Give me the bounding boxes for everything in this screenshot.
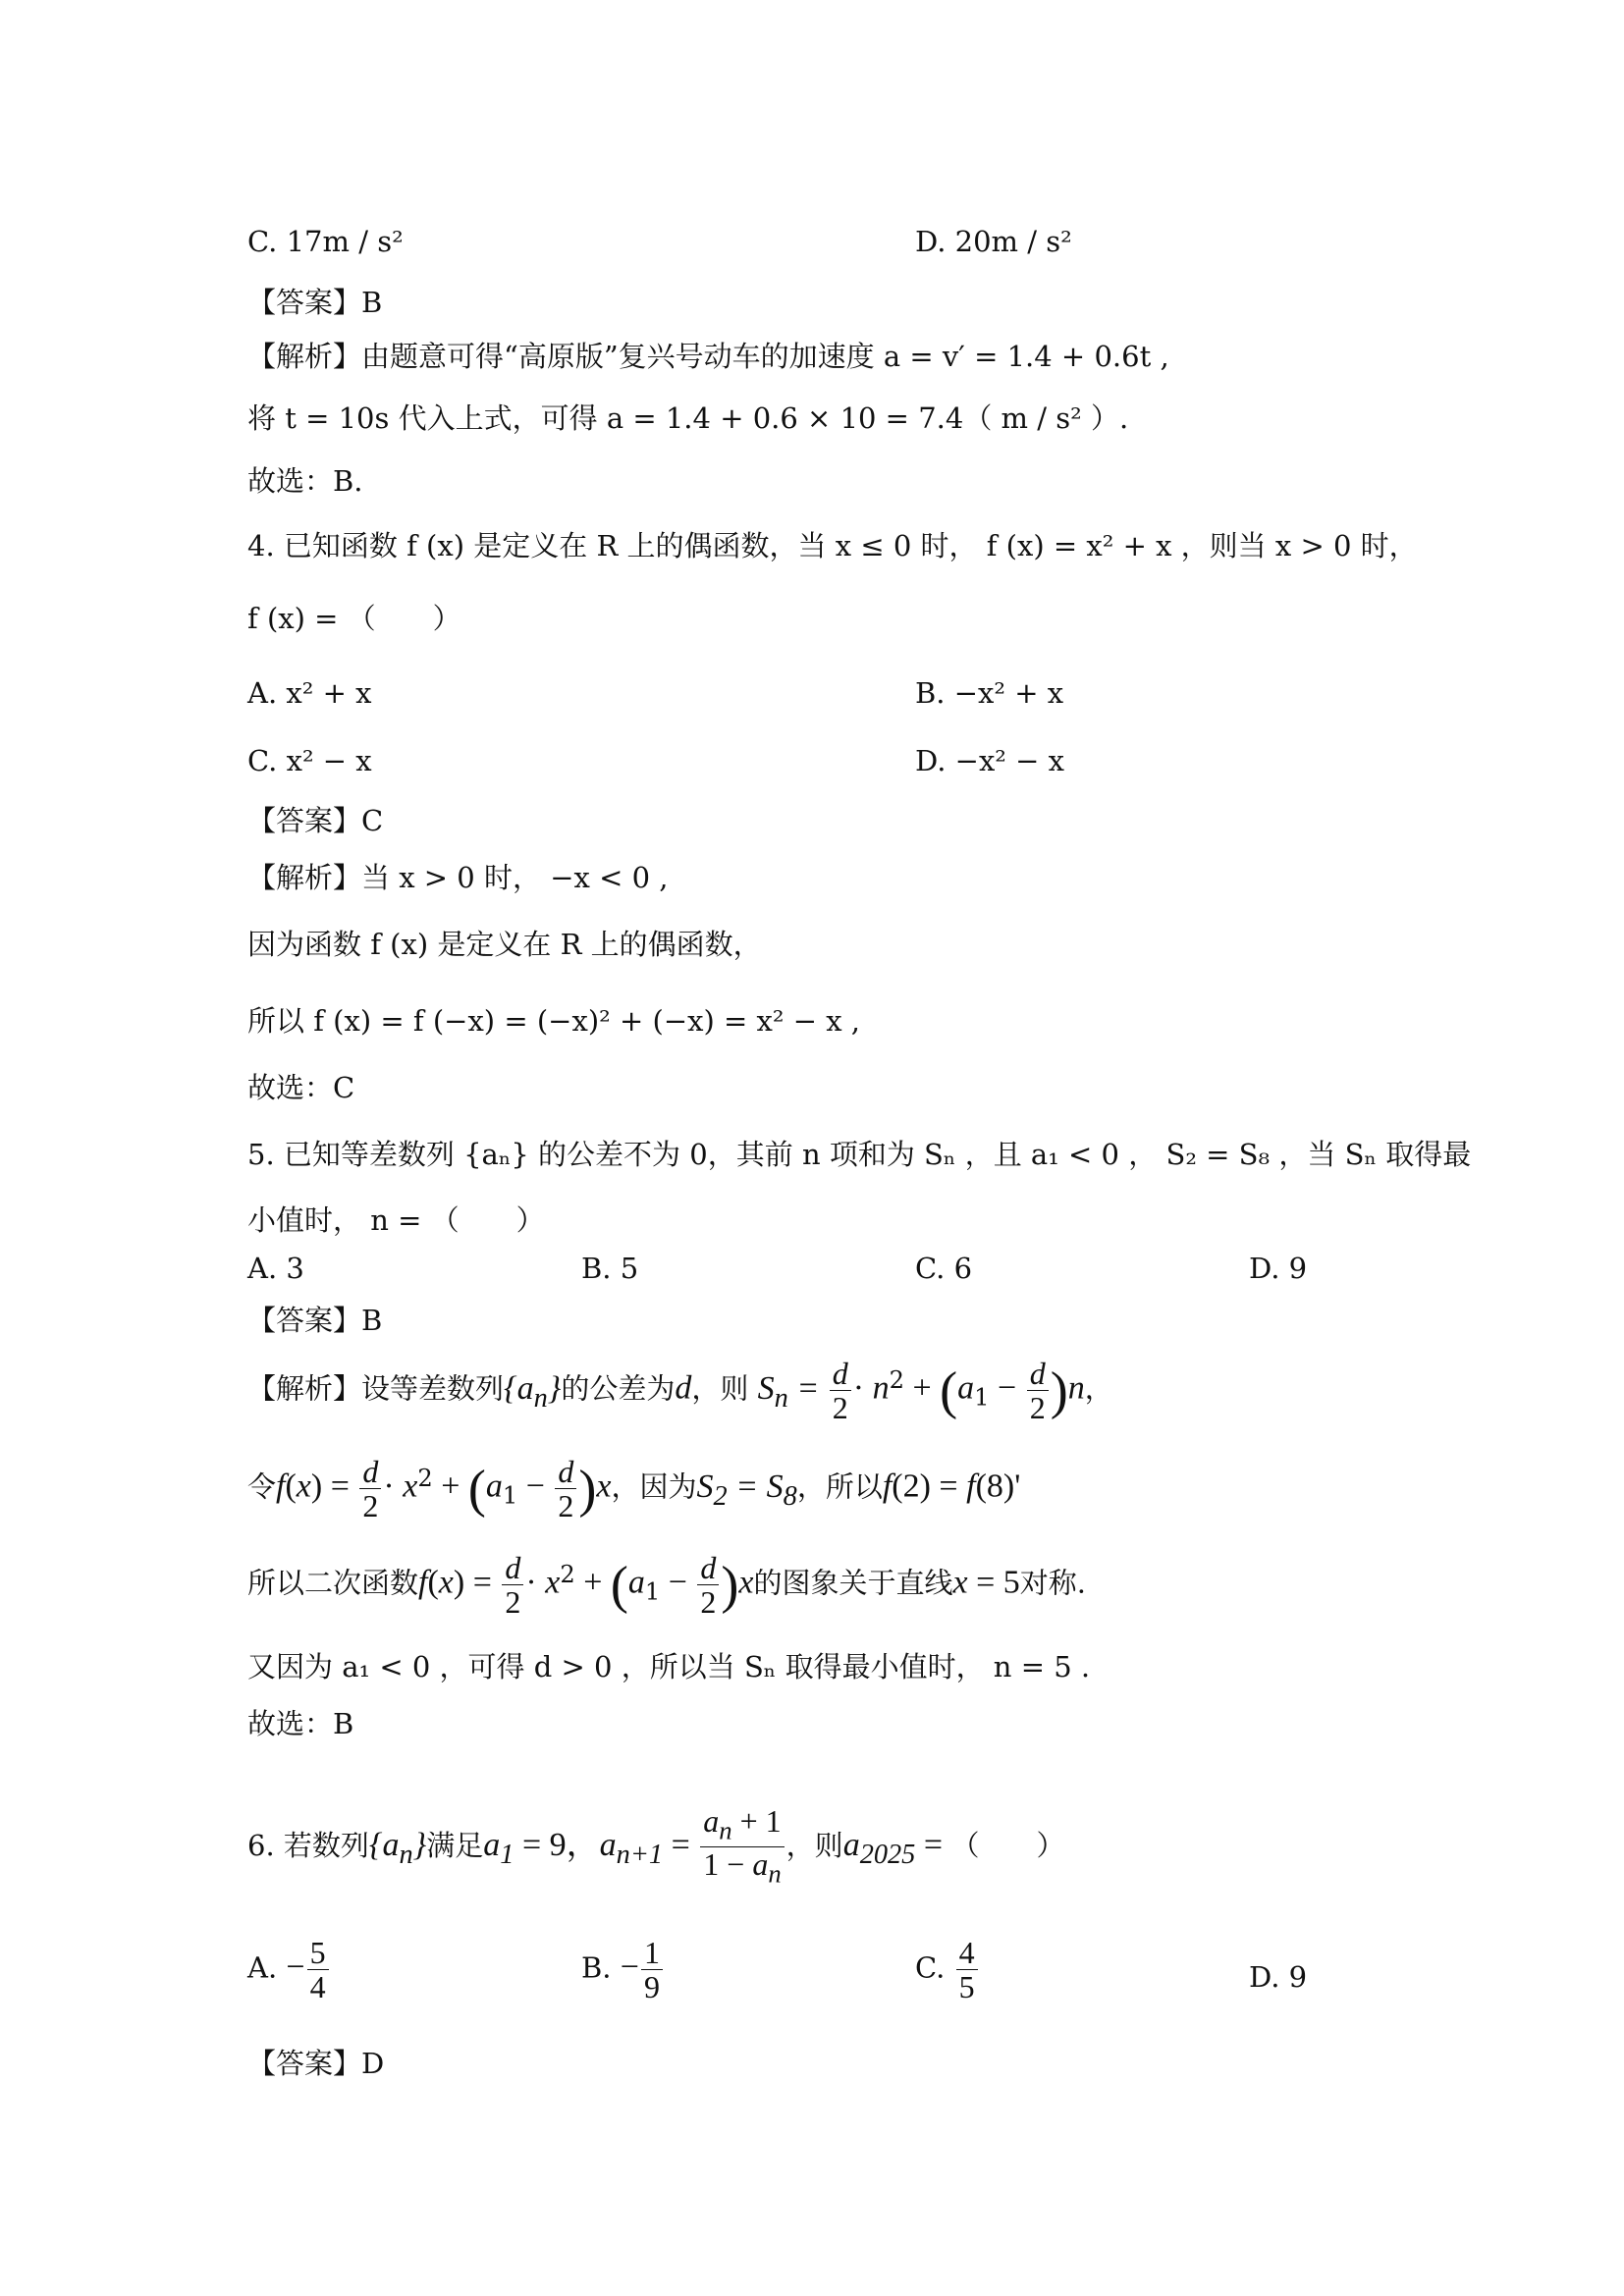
q5-analysis-2-mid2: ，所以 <box>796 1469 883 1504</box>
q6-stem: 6. 若数列$\{a_n\}$满足$a_1 = 9$，$a_{n+1}$ = $\frac{a_n + 1}{1 - a_n}$ ，则$a_{2025}$ = （ ） <box>247 1803 1065 1889</box>
q5-analysis-1-suffix: ，则 <box>691 1371 749 1406</box>
q6-stem-mid2: ，则 <box>785 1828 843 1862</box>
q5-analysis-line-2: 令f(x) = $\frac{d}{2}$ · $x^2 + (a_1$ − $\frac{d}{2}$ )x，因为$S_2 = S_8$，所以f(2) = f(8)' <box>247 1454 1021 1523</box>
seq-a-n-formula: $\{a_n\}$ <box>504 1369 562 1414</box>
q5-stem-line-1: 5. 已知等差数列 {aₙ} 的公差不为 0，其前 n 项和为 Sₙ ，且 a₁ < 0 ， S₂ = S₈ ，当 Sₙ 取得最 <box>247 1138 1472 1171</box>
q4-analysis-line-2: 因为函数 f (x) 是定义在 R 上的偶函数， <box>247 928 762 961</box>
fraction-d-over-2: $\frac{d}{2}$ <box>555 1455 576 1522</box>
q6-option-a-label: A. <box>247 1950 278 1985</box>
q4-option-d: D. −x² − x <box>915 744 1065 777</box>
q5-analysis-line-3: 所以二次函数f(x) = $\frac{d}{2}$ · $x^2 + (a_1$ − $\frac{d}{2}$ )x的图象关于直线x = 5对称. <box>247 1550 1087 1620</box>
q6-stem-prefix: 6. 若数列 <box>247 1828 369 1862</box>
q5-analysis-3-prefix: 所以二次函数 <box>247 1566 419 1600</box>
q5-stem-line-2: 小值时， n = （ ） <box>247 1203 545 1237</box>
f-x-definition: f <box>276 1468 286 1505</box>
f2-equals-f8: f <box>882 1468 893 1505</box>
q4-option-b: B. −x² + x <box>915 676 1064 710</box>
q5-conclusion: 故选：B <box>247 1707 354 1740</box>
q6-answer: 【答案】D <box>247 2047 385 2080</box>
fraction-d-over-2: $\frac{d}{2}$ <box>697 1551 719 1619</box>
q4-option-c: C. x² − x <box>247 744 372 777</box>
q5-analysis-2-mid: ，因为 <box>611 1469 697 1504</box>
q6-option-c-label: C. <box>915 1950 946 1985</box>
q5-analysis-3-suffix: 对称. <box>1019 1566 1087 1600</box>
q5-analysis-3-mid: 的图象关于直线 <box>753 1566 953 1600</box>
q6-option-d: D. 9 <box>1249 1960 1308 1994</box>
q5-analysis-1-mid: 的公差为 <box>561 1371 676 1406</box>
q4-analysis-line-1: 【解析】当 x > 0 时， −x < 0 , <box>247 861 669 894</box>
q6-option-c <box>915 1936 980 2003</box>
q6-option-b: B. − $\frac{1}{9}$ <box>581 1936 665 2003</box>
q5-answer: 【答案】B <box>247 1304 383 1337</box>
q6-stem-suffix: （ ） <box>950 1828 1065 1862</box>
q5-option-d: D. 9 <box>1249 1252 1308 1285</box>
q3-analysis-line-1: 【解析】由题意可得“高原版”复兴号动车的加速度 a = v′ = 1.4 + 0.6t , <box>247 340 1169 373</box>
q5-option-c: C. 6 <box>915 1252 973 1285</box>
q3-conclusion: 故选：B. <box>247 464 363 498</box>
q6-stem-mid: 满足 <box>426 1828 484 1862</box>
axis-x-equals-5: x <box>952 1564 968 1601</box>
fraction-5-over-4: $\frac{5}{4}$ <box>307 1936 329 2003</box>
a1-equals-9: $a_1$ <box>483 1826 514 1870</box>
s2-equals-s8: $S_2 = S_8$ <box>696 1468 797 1512</box>
fraction-4-over-5: $\frac{4}{5}$ <box>956 1936 978 2003</box>
q5-analysis-1-prefix: 【解析】设等差数列 <box>247 1371 505 1406</box>
q3-analysis-line-2: 将 t = 10s 代入上式，可得 a = 1.4 + 0.6 × 10 = 7.4（ m / s² ）. <box>247 401 1129 435</box>
q3-option-d: D. 20m / s² <box>915 225 1072 258</box>
a2025: $a_{2025}$ <box>842 1826 916 1870</box>
quadratic-f-x: f <box>418 1564 428 1601</box>
q4-answer: 【答案】C <box>247 804 384 837</box>
fraction-d-over-2: $\frac{d}{2}$ <box>502 1551 523 1619</box>
q4-analysis-line-3: 所以 f (x) = f (−x) = (−x)² + (−x) = x² − x , <box>247 1004 861 1038</box>
q4-option-a: A. x² + x <box>247 676 372 710</box>
q6-option-a: A. − $\frac{5}{4}$ <box>247 1936 331 2003</box>
q5-analysis-line-1: 【解析】设等差数列$\{a_n\}$的公差为d，则 $S_n$ = $\frac{d}{2}$ · $n^2 + (a_1$ − $\frac{d}{2}$ )n， <box>247 1356 1113 1425</box>
q4-conclusion: 故选：C <box>247 1071 355 1104</box>
fraction-d-over-2: $\frac{d}{2}$ <box>1027 1357 1049 1424</box>
fraction-1-over-9: $\frac{1}{9}$ <box>641 1936 663 2003</box>
seq-a-n-formula: $\{a_n\}$ <box>368 1826 427 1870</box>
fraction-d-over-2: $\frac{d}{2}$ <box>830 1357 851 1424</box>
recurrence-formula: $a_{n+1}$ <box>599 1826 664 1870</box>
fraction-d-over-2: $\frac{d}{2}$ <box>359 1455 381 1522</box>
sum-sn-formula: $S_n$ = <box>757 1369 828 1414</box>
common-difference-d: d <box>675 1369 692 1407</box>
q5-option-b: B. 5 <box>581 1252 639 1285</box>
q4-stem-line-2: f (x) = （ ） <box>247 602 461 635</box>
q5-option-a: A. 3 <box>247 1252 304 1285</box>
q4-stem-line-1: 4. 已知函数 f (x) 是定义在 R 上的偶函数，当 x ≤ 0 时， f (x) = x² + x ，则当 x > 0 时， <box>247 529 1418 562</box>
q6-option-b-label: B. <box>581 1950 612 1985</box>
q5-analysis-line-4: 又因为 a₁ < 0 ，可得 d > 0 ，所以当 Sₙ 取得最小值时， n = 5 . <box>247 1650 1091 1683</box>
q3-option-c: C. 17m / s² <box>247 225 404 258</box>
q3-answer: 【答案】B <box>247 286 383 319</box>
fraction-recurrence: $\frac{a_n + 1}{1 - a_n}$ <box>700 1804 784 1891</box>
q5-analysis-2-prefix: 令 <box>247 1469 277 1504</box>
